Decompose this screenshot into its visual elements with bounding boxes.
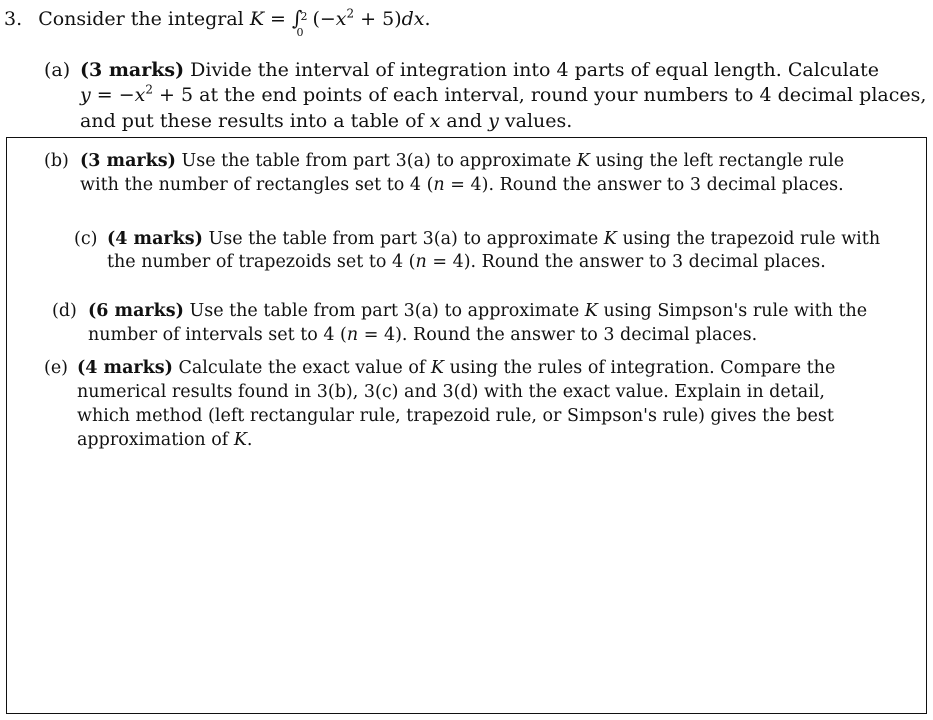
eq-x: x	[134, 84, 146, 106]
part-d-K: K	[584, 301, 598, 321]
part-d-line-2	[88, 323, 757, 347]
part-a-marks: (3 marks)	[80, 59, 185, 81]
part-a-text-3: and put these results into a table of	[80, 110, 424, 132]
integral-upper-limit: 2	[300, 10, 308, 23]
part-d-text-2b: = 4). Round the answer to 3 decimal places.	[358, 325, 758, 345]
part-a-text-2: at the end points of each interval, round your numbers to 4 decimal places,	[199, 84, 927, 106]
integral-lower-limit: 0	[296, 26, 304, 39]
part-a-line-1	[80, 58, 879, 83]
part-b-marks: (3 marks)	[80, 151, 176, 171]
part-e-text-4b: .	[246, 430, 253, 450]
part-e-text-4a: approximation of	[77, 430, 229, 450]
part-a-label: (a)	[44, 59, 71, 81]
equals-sign: =	[264, 8, 293, 30]
integrand-open: (−	[312, 8, 336, 30]
question-header	[4, 6, 431, 39]
integrand-x: x	[335, 8, 347, 30]
part-b-K: K	[576, 151, 590, 171]
part-b-label: (b)	[44, 151, 69, 171]
part-d-line-1	[88, 299, 867, 323]
part-e-label: (e)	[44, 358, 69, 378]
eq-power: 2	[145, 82, 154, 97]
part-a-line-2	[80, 83, 926, 108]
part-e-text-1a: Calculate the exact value of	[178, 358, 426, 378]
eq-y: y	[80, 84, 91, 106]
part-a-line-3	[80, 109, 572, 134]
part-d-text-2a: number of intervals set to 4 (	[88, 325, 347, 345]
table-y: y	[488, 110, 499, 132]
integral-limits	[296, 10, 312, 39]
part-e-line-4	[77, 428, 252, 452]
part-e-marks: (4 marks)	[77, 358, 173, 378]
integral-variable: K	[249, 8, 265, 30]
part-b-line-1	[80, 149, 844, 173]
integral-sign: ∫	[292, 6, 303, 30]
part-c-label: (c)	[74, 229, 98, 249]
table-x: x	[429, 110, 441, 132]
part-b-n: n	[433, 175, 445, 195]
part-c-line-1	[107, 228, 880, 251]
part-c-K: K	[603, 229, 617, 249]
part-c-n: n	[415, 252, 427, 272]
part-b-text-1a: Use the table from part 3(a) to approximate	[181, 151, 572, 171]
eq-mid: = −	[90, 84, 135, 106]
part-e-line-3	[77, 404, 834, 428]
part-e-line-2	[77, 380, 825, 404]
part-c-line-2	[107, 251, 826, 274]
part-e-line-1	[77, 356, 835, 380]
part-b-text-1b: using the left rectangle rule	[595, 151, 845, 171]
part-c-text-1a: Use the table from part 3(a) to approximate	[208, 229, 599, 249]
table-and: and	[440, 110, 489, 132]
part-c-text-1b: using the trapezoid rule with	[622, 229, 881, 249]
part-c-text-2b: = 4). Round the answer to 3 decimal places.	[426, 252, 826, 272]
integrand-power: 2	[346, 6, 355, 21]
part-d-marks: (6 marks)	[88, 301, 184, 321]
part-c-text-2a: the number of trapezoids set to 4 (	[107, 252, 416, 272]
question-intro: Consider the integral	[38, 8, 244, 30]
part-e-text-1b: using the rules of integration. Compare the	[449, 358, 836, 378]
eq-end: + 5	[153, 84, 194, 106]
header-period: .	[424, 8, 431, 30]
part-b-text-2b: = 4). Round the answer to 3 decimal places.	[444, 175, 844, 195]
question-number: 3.	[4, 8, 23, 30]
part-c-marks: (4 marks)	[107, 229, 203, 249]
part-e-text-2: numerical results found in 3(b), 3(c) and 3(d) with the exact value. Explain in detail,	[77, 382, 825, 402]
part-a-text-1: Divide the interval of integration into 4 parts of equal length. Calculate	[190, 59, 879, 81]
part-d-n: n	[346, 325, 359, 345]
part-b-line-2	[80, 173, 844, 197]
part-d-text-1a: Use the table from part 3(a) to approximate	[189, 301, 580, 321]
part-e-K: K	[430, 358, 444, 378]
part-b-text-2a: with the number of rectangles set to 4 (	[80, 175, 434, 195]
part-e-text-3: which method (left rectangular rule, trapezoid rule, or Simpson's rule) gives the best	[77, 406, 834, 426]
table-tail: values.	[498, 110, 573, 132]
part-e-K-final: K	[233, 430, 247, 450]
part-d-text-1b: using Simpson's rule with the	[603, 301, 868, 321]
integrand-close: + 5)	[354, 8, 402, 30]
part-d-label: (d)	[52, 301, 77, 321]
differential: dx	[401, 8, 425, 30]
